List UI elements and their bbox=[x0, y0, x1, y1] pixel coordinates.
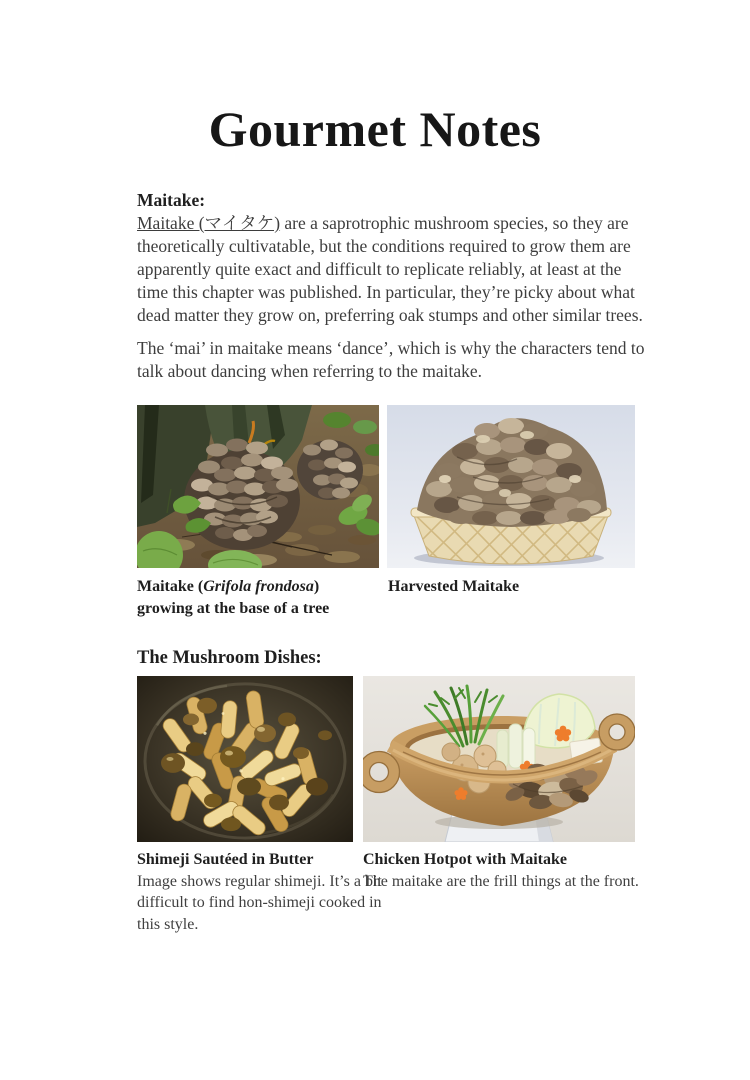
maitake-underlined-term: Maitake (マイタケ) bbox=[137, 213, 281, 233]
caption-shimeji-saute bbox=[137, 849, 382, 935]
forest-maitake-illustration bbox=[137, 405, 379, 568]
caption-line: Harvested Maitake bbox=[388, 578, 520, 595]
photo-shimeji-saute bbox=[137, 676, 353, 842]
caption-line bbox=[137, 576, 329, 598]
photo-harvested-maitake bbox=[387, 405, 635, 568]
section-heading-dishes: The Mushroom Dishes: bbox=[137, 648, 322, 668]
section-heading-maitake: Maitake: bbox=[137, 190, 206, 210]
hotpot-illustration bbox=[363, 676, 635, 842]
caption-line: difficult to find hon-shimeji cooked in bbox=[137, 894, 382, 911]
caption-harvested-maitake bbox=[388, 576, 519, 598]
caption-title: Chicken Hotpot with Maitake bbox=[363, 851, 567, 868]
paragraph-line-rest: are a saprotrophic mushroom species, so they are bbox=[280, 213, 629, 233]
paragraph-line: talk about dancing when referring to the maitake. bbox=[137, 361, 483, 381]
page-title: Gourmet Notes bbox=[208, 101, 542, 157]
caption-forest-maitake bbox=[137, 576, 329, 619]
caption-line: Image shows regular shimeji. It’s a bit bbox=[137, 872, 382, 890]
shimeji-pan-illustration bbox=[137, 676, 353, 842]
paragraph-line: dead matter they grow on, preferring oak stumps and other similar trees. bbox=[137, 305, 643, 325]
paragraph-maitake bbox=[137, 212, 643, 327]
paragraph-line: time this chapter was published. In particular, they’re picky about what bbox=[137, 282, 635, 302]
caption-title: Shimeji Sautéed in Butter bbox=[137, 851, 314, 868]
caption-chicken-hotpot bbox=[363, 849, 639, 892]
paragraph-line: theoretically cultivatable, but the conditions required to grow them are bbox=[137, 236, 631, 256]
caption-text: ) bbox=[313, 578, 320, 595]
paragraph-line: apparently quite exact and difficult to replicate reliably, at least at the bbox=[137, 259, 622, 279]
paragraph-line bbox=[137, 212, 643, 235]
caption-line: growing at the base of a tree bbox=[137, 599, 330, 617]
photo-maitake-at-tree-base bbox=[137, 405, 379, 568]
photo-chicken-hotpot bbox=[363, 676, 635, 842]
basket-maitake-illustration bbox=[387, 405, 635, 568]
caption-line: The maitake are the frill things at the front. bbox=[363, 872, 639, 890]
caption-text: Maitake ( bbox=[137, 578, 204, 595]
species-name: Grifola frondosa bbox=[203, 578, 314, 595]
paragraph-mai-dance bbox=[137, 337, 644, 383]
caption-line: this style. bbox=[137, 915, 199, 933]
paragraph-line: The ‘mai’ in maitake means ‘dance’, which is why the characters tend to bbox=[137, 338, 645, 358]
